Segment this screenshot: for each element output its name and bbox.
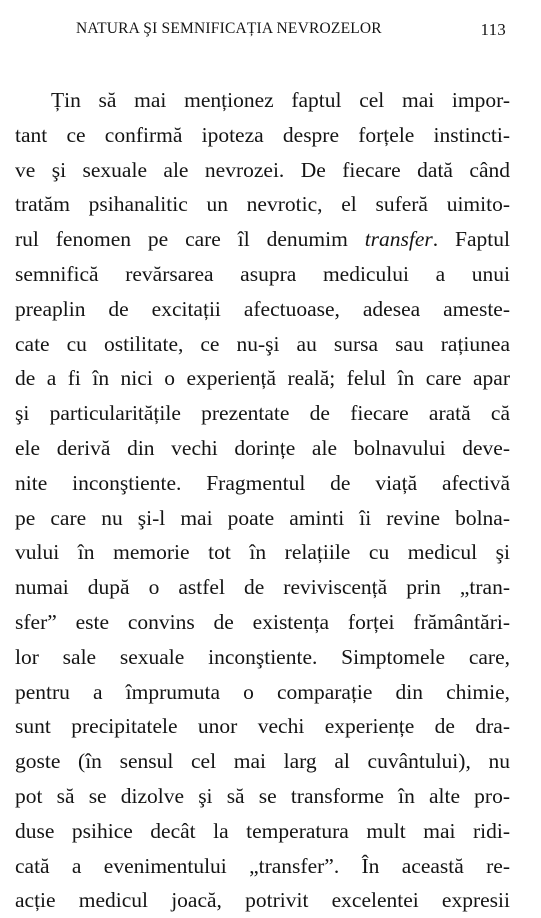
text-line: ve şi sexuale ale nevrozei. De fiecare dată când — [15, 157, 510, 182]
text-line: lor sale sexuale inconştiente. Simptomele care, — [15, 644, 510, 669]
text-line: vului în memorie tot în relațiile cu medicul şi — [15, 540, 510, 565]
text-line: tratăm psihanalitic un nevrotic, el suferă uimito- — [15, 192, 510, 217]
text-line: ele derivă din vechi dorințe ale bolnavului deve- — [15, 435, 510, 460]
body-paragraph — [15, 83, 510, 918]
text-line: Țin să mai menționez faptul cel mai impor- — [51, 88, 510, 112]
text-line: pot să se dizolve şi să se transforme în alte pro- — [15, 783, 510, 808]
text-line: duse psihice decât la temperatura mult mai ridi- — [15, 818, 510, 843]
text-line: sunt precipitatele unor vechi experiențe de dra- — [15, 714, 510, 739]
text-line: de a fi în nici o experiență reală; felul în care apar — [15, 366, 510, 391]
text-line: şi particularitățile prezentate de fiecare arată că — [15, 401, 510, 426]
page-number: 113 — [480, 20, 506, 39]
text-line: numai după o astfel de reviviscență prin „tran- — [15, 575, 510, 600]
text-line: tant ce confirmă ipoteza despre forțele instincti- — [15, 122, 510, 147]
chapter-title: NATURA ŞI SEMNIFICAȚIA NEVROZELOR — [76, 20, 382, 37]
text-line: pe care nu şi-l mai poate aminti îi revine bolna- — [15, 505, 510, 530]
text-line: semnifică revărsarea asupra medicului a unui — [15, 261, 510, 286]
text-run: . Faptul — [432, 227, 510, 252]
text-line: preaplin de excitații afectuoase, adesea ameste- — [15, 296, 510, 321]
text-line — [15, 222, 510, 257]
text-line: cate cu ostilitate, ce nu-şi au sursa sau rațiunea — [15, 331, 510, 356]
text-line: acție medicul joacă, potrivit excelentei expresii — [15, 888, 510, 913]
running-header — [76, 20, 506, 44]
text-line: pentru a împrumuta o comparație din chimie, — [15, 679, 510, 704]
text-line: cată a evenimentului „transfer”. În această re- — [15, 853, 510, 878]
italic-term: transfer — [364, 227, 433, 252]
text-line: goste (în sensul cel mai larg al cuvântului), nu — [15, 749, 510, 774]
text-line: nite inconştiente. Fragmentul de viață afectivă — [15, 470, 510, 495]
text-run: rul fenomen pe care îl denumim — [15, 227, 365, 252]
text-line: sfer” este convins de existența forței frământări- — [15, 609, 510, 634]
